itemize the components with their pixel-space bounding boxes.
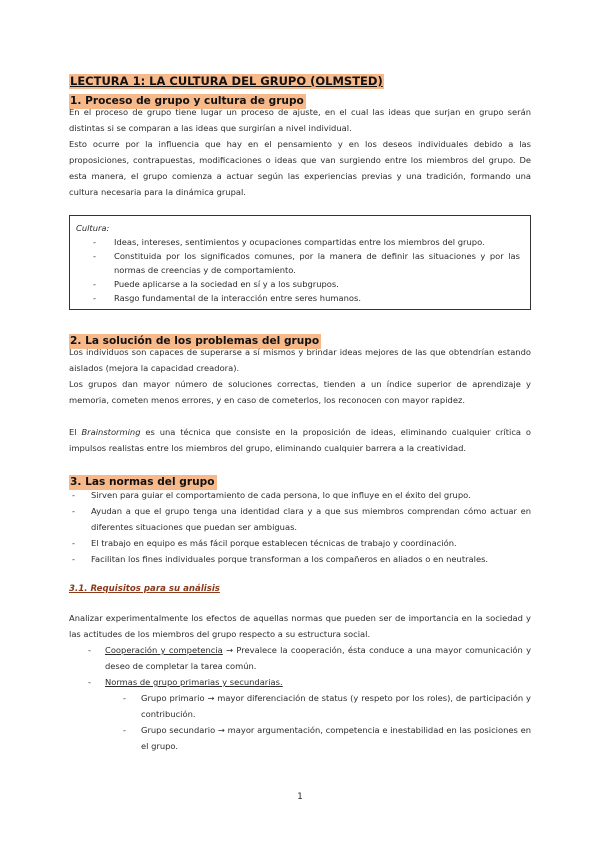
section-2-paragraph-1: Los individuos son capaces de superarse a sí mismos y brindar ideas mejores de las que obtendrían estando aislados (mejora la capacidad creadora). — [69, 347, 531, 373]
cooperacion-label: Cooperación y competencia — [105, 645, 223, 655]
normas-list — [69, 487, 531, 567]
document-title: LECTURA 1: LA CULTURA DEL GRUPO (OLMSTED) — [70, 74, 383, 88]
list-item: - El trabajo en equipo es más fácil porque establecen técnicas de trabajo y coordinación. — [72, 538, 457, 548]
list-item: - Facilitan los fines individuales porque transforman a los compañeros en aliados o en neutrales. — [72, 554, 489, 564]
section-3-1-heading: 3.1. Requisitos para su análisis — [69, 584, 220, 594]
normas-primarias-label: Normas de grupo primarias y secundarias. — [105, 677, 283, 687]
section-2-paragraph-3: El Brainstorming es una técnica que consiste en la proposición de ideas, eliminando cualquier crítica o impulsos realistas entre los miembros del grupo, eliminando cualquier barrera a la creatividad. — [69, 427, 531, 453]
list-item: - Constituida por los significados comunes, por la manera de definir las situaciones y por las normas de creencias y de comportamiento. — [93, 251, 520, 275]
list-item: - Ideas, intereses, sentimientos y ocupaciones compartidas entre los miembros del grupo. — [93, 237, 485, 247]
normas-sublist — [69, 690, 531, 754]
section-1-heading: 1. Proceso de grupo y cultura de grupo — [70, 95, 304, 107]
list-item: - Grupo secundario → mayor argumentación, competencia e inestabilidad en las posiciones en el grupo. — [123, 725, 531, 751]
list-item: - Grupo primario → mayor diferenciación de status (y respeto por los roles), de participación y contribución. — [123, 693, 531, 719]
section-3-heading: 3. Las normas del grupo — [70, 476, 215, 488]
page-number: 1 — [297, 792, 303, 802]
list-item: - Puede aplicarse a la sociedad en sí y a los subgrupos. — [93, 279, 339, 289]
brainstorming-term: Brainstorming — [81, 427, 141, 437]
section-2-heading: 2. La solución de los problemas del grupo — [70, 335, 320, 347]
section-2-paragraph-2: Los grupos dan mayor número de soluciones correctas, tienden a un índice superior de aprendizaje y memoria, cometen menos errores, y en caso de cometerlos, los reconocen con mayor rapidez. — [69, 379, 531, 405]
list-item: - Cooperación y competencia → Prevalece la cooperación, ésta conduce a una mayor comunicación y deseo de completar la tarea común. — [88, 645, 532, 671]
section-1-paragraph-1: En el proceso de grupo tiene lugar un proceso de ajuste, en el cual las ideas que surjan en grupo serán distintas si se comparan a las ideas que surgirían a nivel individual. — [69, 107, 531, 133]
cultura-list — [76, 235, 520, 305]
list-item: - Normas de grupo primarias y secundarias. - Grupo primario → mayor diferenciación de status (y respeto por los roles), de participación y contribución. - Grupo secundario → mayor argumentación, competencia e inestabilidad en las posiciones en el grupo. — [69, 674, 531, 754]
list-item: - Ayudan a que el grupo tenga una identidad clara y a que sus miembros comprendan cómo actuar en diferentes situaciones que puedan ser ambiguas. — [72, 506, 531, 532]
section-3-1-intro: Analizar experimentalmente los efectos de aquellas normas que pueden ser de importancia en la sociedad y las actitudes de los miembros del grupo respecto a su estructura social. — [69, 613, 531, 639]
requisitos-list — [69, 642, 531, 754]
list-item: - Sirven para guiar el comportamiento de cada persona, lo que influye en el éxito del grupo. — [72, 490, 471, 500]
section-1-paragraph-2: Esto ocurre por la influencia que hay en el pensamiento y en los deseos individuales debido a las proposiciones, contrapuestas, modificaciones o ideas que van surgiendo entre los miembros del grupo. De esta manera, el grupo comienza a actuar según las experiencias previas y una tradición, formando una cultura necesaria para la dinámica grupal. — [69, 139, 531, 197]
cultura-box-title: Cultura: — [76, 223, 110, 233]
page-content — [69, 70, 531, 754]
cultura-box — [69, 215, 531, 310]
list-item: - Rasgo fundamental de la interacción entre seres humanos. — [93, 293, 362, 303]
